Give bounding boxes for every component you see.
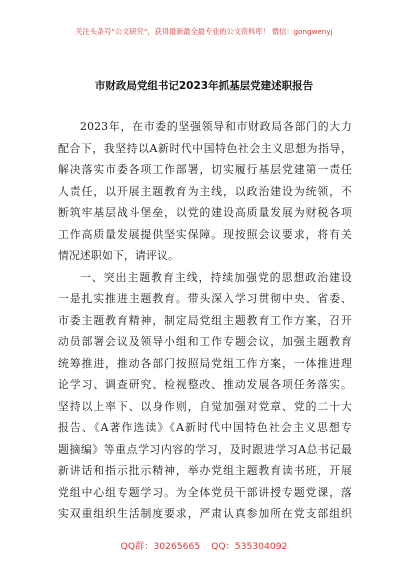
body-line: 配合下，我坚持以A新时代中国特色社会主义思想为指导， [58,141,352,155]
body-line: 市委主题教育精神，制定局党组主题教育工作方案，召开 [58,313,352,327]
section-heading-line: 一、突出主题教育主线，持续加强党的思想政治建设 [80,270,352,284]
body-line: 2023年，在市委的坚强领导和市财政局各部门的大力 [80,120,352,133]
body-line: 解决落实市委各项工作部署，切实履行基层党建第一责任 [58,163,352,176]
body-line: 报告、《A著作选读》《A新时代中国特色社会主义思想专 [58,421,352,434]
body-line: 情况述职如下，请评议。 [58,249,179,262]
body-line: 动员部署会议及领导小组和工作专题会议，加强主题教育 [58,335,352,348]
header-banner: 关注头条号“公文研究”，获得最新最全最专业的公文资料库！ 微信：gongwenyj [75,27,333,36]
body-line: 坚持以上率下、以身作则，自觉加强对党章、党的二十大 [58,399,352,413]
body-line: 一是扎实推进主题教育。带头深入学习贯彻中央、省委、 [58,292,352,305]
body-line: 断筑牢基层战斗堡垒，以党的建设高质量发展为财税各项 [58,206,352,219]
qq-group: QQ群：30265665 [120,541,201,552]
body-line: 题摘编》等重点学习内容的学习，及时跟进学习A总书记最 [58,442,352,456]
document-title: 市财政局党组书记2023年抓基层党建述职报告 [94,80,314,92]
body-line: 党组中心组专题学习。为全体党员干部讲授专题党课，落 [58,485,352,499]
body-line: 论学习、调查研究、检视整改、推动发展各项任务落实。 [58,378,352,391]
body-line: 实双重组织生活制度要求，严肃认真参加所在党支部组织 [58,507,352,520]
body-line: 统筹推进，推动各部门按照局党组工作方案，一体推进理 [58,356,352,370]
body-line: 工作高质量发展提供坚实保障。现按照会议要求，将有关 [58,227,352,241]
body-line: 人责任，以开展主题教育为主线，以政治建设为统领，不 [58,184,352,198]
footer-contact [0,538,408,552]
document-body [58,116,352,525]
body-line: 新讲话和指示批示精神，举办党组主题教育读书班，开展 [58,464,352,477]
qq-number: QQ：535304092 [211,541,288,552]
